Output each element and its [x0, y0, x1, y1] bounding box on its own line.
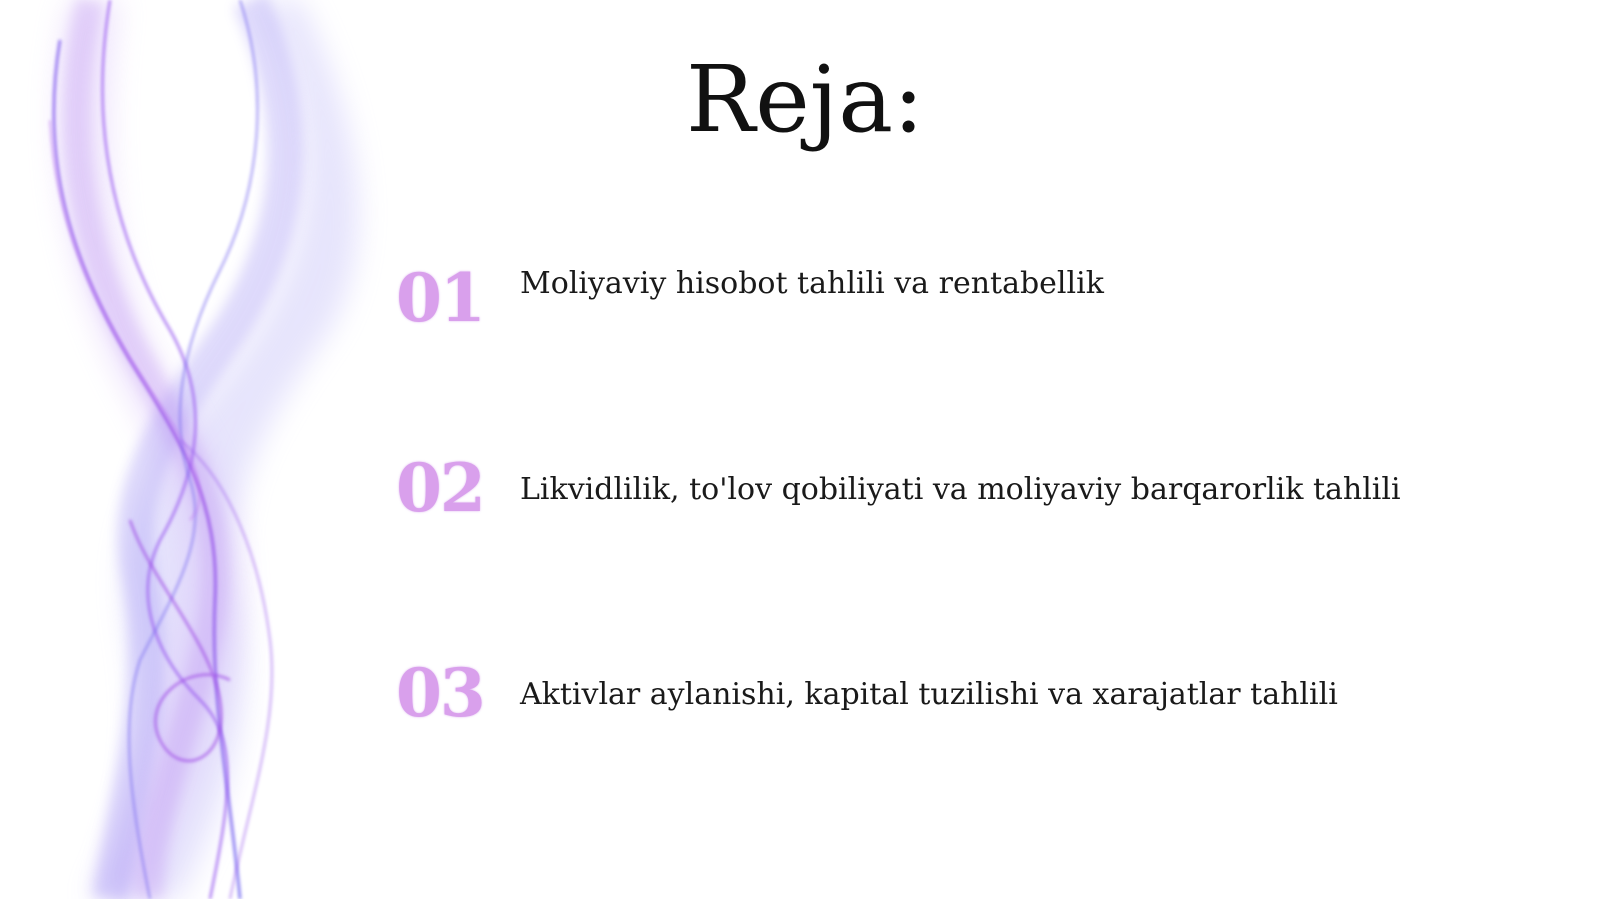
agenda-item-text: Aktivlar aylanishi, kapital tuzilishi va xarajatlar tahlili — [520, 677, 1338, 712]
agenda-item — [396, 448, 1546, 528]
agenda-item — [396, 653, 1546, 733]
slide-title: Reja: — [685, 46, 925, 153]
agenda-item — [396, 258, 1546, 338]
agenda-item-number: 01 — [396, 259, 484, 337]
agenda-item-text: Likvidlilik, to'lov qobiliyati va moliyaviy barqarorlik tahlili — [520, 472, 1401, 507]
purple-smoke-decoration — [0, 0, 400, 899]
agenda-item-number: 02 — [396, 449, 484, 527]
agenda-item-text: Moliyaviy hisobot tahlili va rentabellik — [520, 266, 1104, 301]
agenda-item-number: 03 — [396, 654, 484, 732]
